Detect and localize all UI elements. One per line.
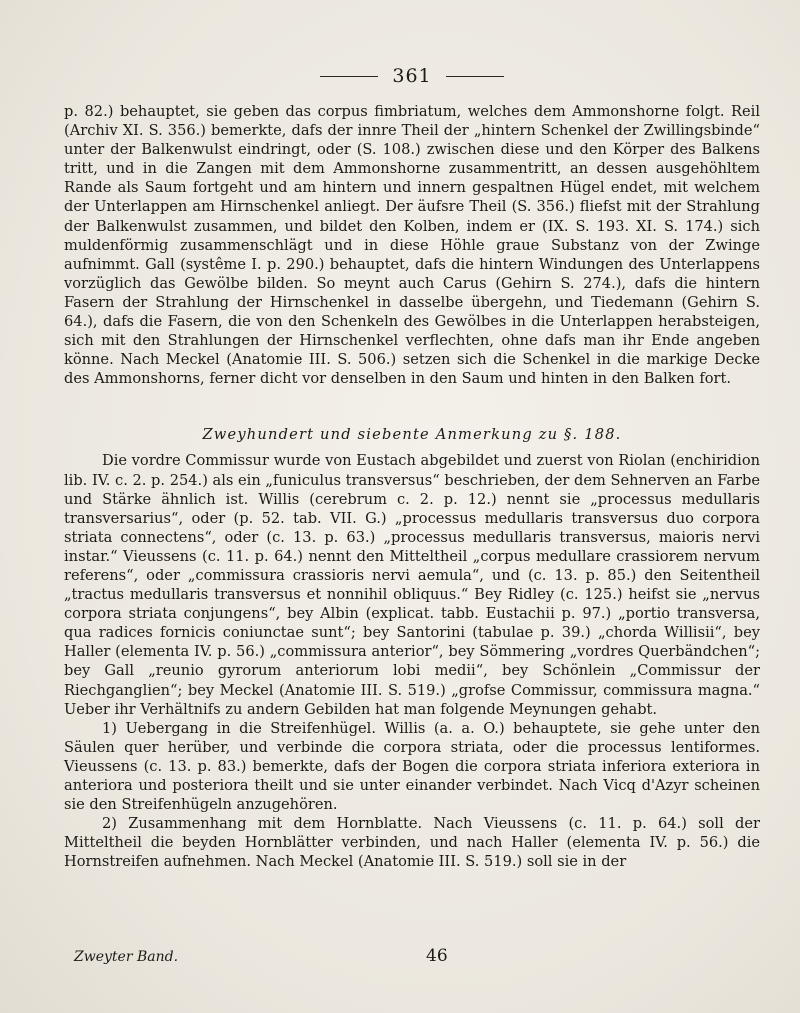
paragraph-streifenhuegel: 1) Uebergang in die Streifenhügel. Willis (a. a. O.) behauptete, sie gehe unter den Säulen quer herüber, und verbinde die corpora striata, oder die processus lentiformes. Vieussens (c. 13. p. 83.) bemerkte, dafs der Bogen die corpora striata inferiora exteriora in anteriora und posteriora theilt und sie unter einander verbindet. Nach Vicq d'Azyr scheinen sie den Streifenhügeln anzugehören. [64,719,760,814]
header-rule-left [320,76,378,77]
signature-number: 46 [426,946,448,966]
page-number: 361 [392,65,432,87]
header-rule-right [446,76,504,77]
signature-mark: Zweyter Band. [74,949,179,965]
page-body [64,102,760,871]
section-heading: Zweyhundert und siebente Anmerkung zu §. 188. [202,426,622,444]
paragraph-hornblatt: 2) Zusammenhang mit dem Hornblatte. Nach Vieussens (c. 11. p. 64.) soll der Mitteltheil die beyden Hornblätter verbinden, und nach Haller (elementa IV. p. 56.) die Hornstreifen aufnehmen. Nach Meckel (Anatomie III. S. 519.) soll sie in der [64,815,760,871]
page-header [64,62,760,90]
paragraph-commissur-intro: Die vordre Commissur wurde von Eustach abgebildet und zuerst von Riolan (enchiridion lib. IV. c. 2. p. 254.) als ein „funiculus transversus“ beschrieben, der dem Sehnerven an Farbe und Stärke ähnlich ist. Willis (cerebrum c. 2. p. 12.) nennt sie „processus medullaris transversarius“, oder (p. 52. tab. VII. G.) „processus medullaris transversus duo corpora striata connectens“, oder (c. 13. p. 63.) „processus medullaris transversus, maioris nervi instar.“ Vieussens (c. 11. p. 64.) nennt den Mitteltheil „corpus medullare crassiorem nervum referens“, oder „commissura crassioris nervi aemula“, und (c. 13. p. 85.) den Seitentheil „tractus medullaris transversus et nonnihil obliquus.“ Bey Ridley (c. 125.) heifst sie „nervus corpora striata conjungens“, bey Albin (explicat. tabb. Eustachii p. 97.) „portio transversa, qua radices fornicis coniunctae sunt“; bey Santorini (tabulae p. 39.) „chorda Willisii“, bey Haller (elementa IV. p. 56.) „commissura anterior“, bey Sömmering „vordres Querbändchen“; bey Gall „reunio gyrorum anteriorum lobi medii“, bey Schönlein „Commissur der Riechganglien“; bey Meckel (Anatomie III. S. 519.) „grofse Commissur, commissura magna.“ Ueber ihr Verhältnifs zu andern Gebilden hat man folgende Meynungen gehabt. [64,452,760,718]
page-footer [74,946,760,966]
paragraph-continued: p. 82.) behauptet, sie geben das corpus fimbriatum, welches dem Ammonshorne folgt. Reil (Archiv XI. S. 356.) bemerkte, dafs der innre Theil der „hintern Schenkel der Zwillingsbinde“ unter der Balkenwulst eindringt, oder (S. 108.) zwischen diese und den Körper des Balkens tritt, und in die Zangen mit dem Ammonshorne zusammentritt, an dessen ausgehöhltem Rande als Saum fortgeht und am hintern und innern gespaltnen Hügel endet, mit welchem der Unterlappen am Hirnschenkel anliegt. Der äufsre Theil (S. 356.) fliefst mit der Strahlung der Balkenwulst zusammen, und bildet den Kolben, indem er (IX. S. 193. XI. S. 174.) sich muldenförmig zusammenschlägt und in diese Höhle graue Substanz von der Zwinge aufnimmt. Gall (systême I. p. 290.) behauptet, dafs die hintern Windungen des Unterlappens vorzüglich das Gewölbe bilden. So meynt auch Carus (Gehirn S. 274.), dafs die hintern Fasern der Strahlung der Hirnschenkel in dasselbe übergehn, und Tiedemann (Gehirn S. 64.), dafs die Fasern, die von den Schenkeln des Gewölbes in die Unterlappen herabsteigen, sich mit den Strahlungen der Hirnschenkel verflechten, ohne dafs man ihr Ende angeben könne. Nach Meckel (Anatomie III. S. 506.) setzen sich die Schenkel in die markige Decke des Ammonshorns, ferner dicht vor denselben in den Saum und hinten in den Balken fort. [64,103,760,388]
